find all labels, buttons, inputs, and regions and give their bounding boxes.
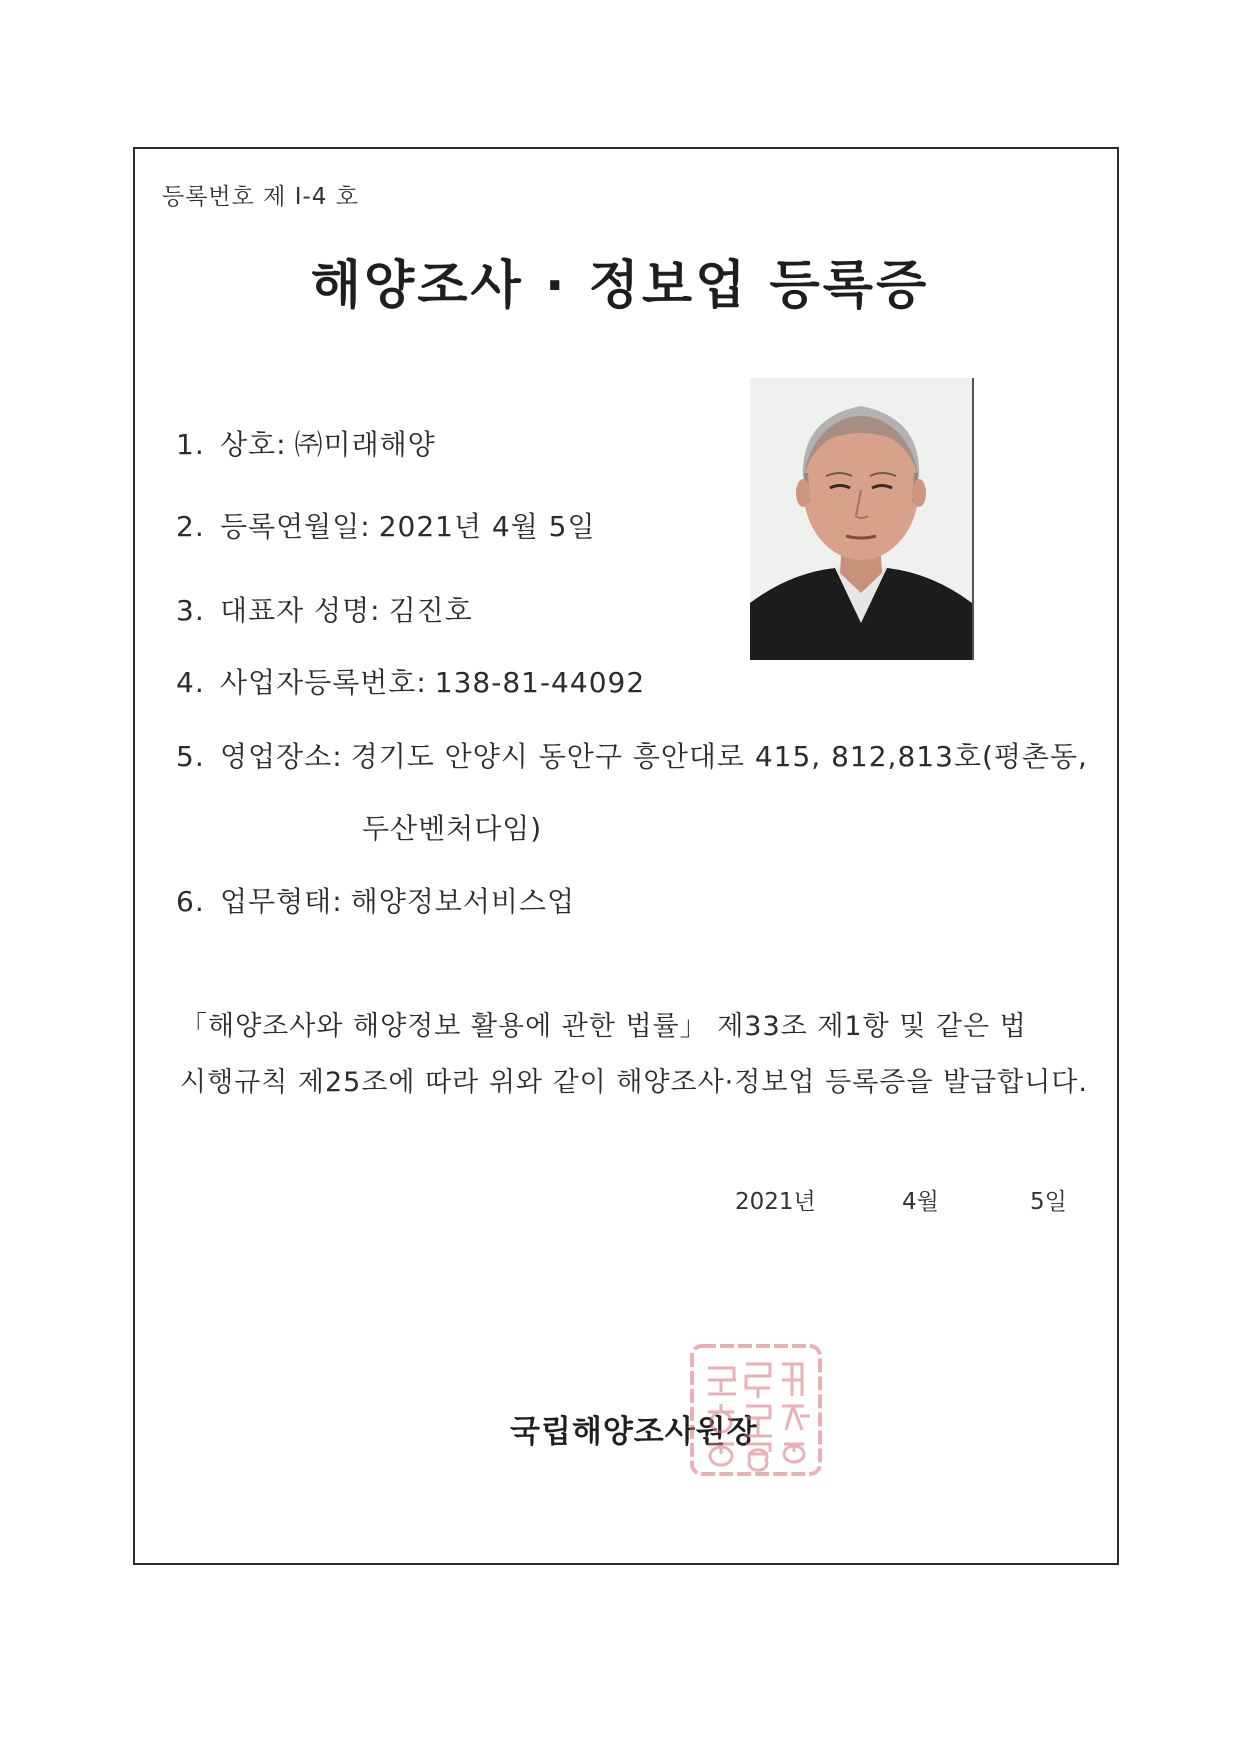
item-label: 상호: bbox=[220, 428, 287, 461]
item-business-number bbox=[176, 661, 645, 701]
official-seal-icon bbox=[686, 1340, 826, 1480]
item-value: ㈜미래해양 bbox=[294, 428, 436, 461]
item-number: 4. bbox=[176, 666, 205, 699]
registration-number: 등록번호 제 I-4 호 bbox=[162, 184, 359, 210]
item-value: 해양정보서비스업 bbox=[350, 885, 576, 918]
item-registration-date bbox=[176, 505, 596, 545]
issue-date-day: 5일 bbox=[1030, 1189, 1067, 1215]
item-number: 2. bbox=[176, 510, 205, 543]
item-label: 등록연월일: bbox=[220, 510, 371, 543]
item-address-continuation: 두산벤처다임) bbox=[362, 812, 543, 845]
item-value: 2021년 4월 5일 bbox=[378, 510, 596, 543]
issuer-name: 국립해양조사원장 bbox=[510, 1414, 758, 1450]
statement-line-2: 시행규칙 제25조에 따라 위와 같이 해양조사·정보업 등록증을 발급합니다. bbox=[180, 1067, 1088, 1098]
item-business-type bbox=[176, 880, 575, 920]
item-number: 3. bbox=[176, 594, 205, 627]
item-number: 1. bbox=[176, 428, 205, 461]
issue-date-year: 2021년 bbox=[735, 1189, 816, 1215]
item-number: 6. bbox=[176, 885, 205, 918]
item-representative bbox=[176, 589, 473, 629]
item-business-address bbox=[176, 735, 1088, 775]
item-label: 영업장소: bbox=[220, 740, 343, 773]
certificate-frame bbox=[133, 147, 1119, 1565]
item-company-name bbox=[176, 423, 436, 463]
item-label: 사업자등록번호: bbox=[220, 666, 427, 699]
item-value: 김진호 bbox=[388, 594, 473, 627]
item-label: 업무형태: bbox=[220, 885, 343, 918]
item-label: 대표자 성명: bbox=[220, 594, 381, 627]
item-number: 5. bbox=[176, 740, 205, 773]
item-value: 138-81-44092 bbox=[434, 666, 646, 699]
issue-date-month: 4월 bbox=[902, 1189, 939, 1215]
item-value: 경기도 안양시 동안구 흥안대로 415, 812,813호(평촌동, bbox=[350, 740, 1088, 773]
portrait-photo-icon bbox=[750, 378, 972, 660]
statement-line-1: 「해양조사와 해양정보 활용에 관한 법률」 제33조 제1항 및 같은 법 bbox=[180, 1011, 1027, 1042]
representative-photo bbox=[750, 378, 974, 660]
certificate-title: 해양조사 · 정보업 등록증 bbox=[310, 256, 930, 316]
seal-stamp-icon bbox=[686, 1340, 826, 1480]
